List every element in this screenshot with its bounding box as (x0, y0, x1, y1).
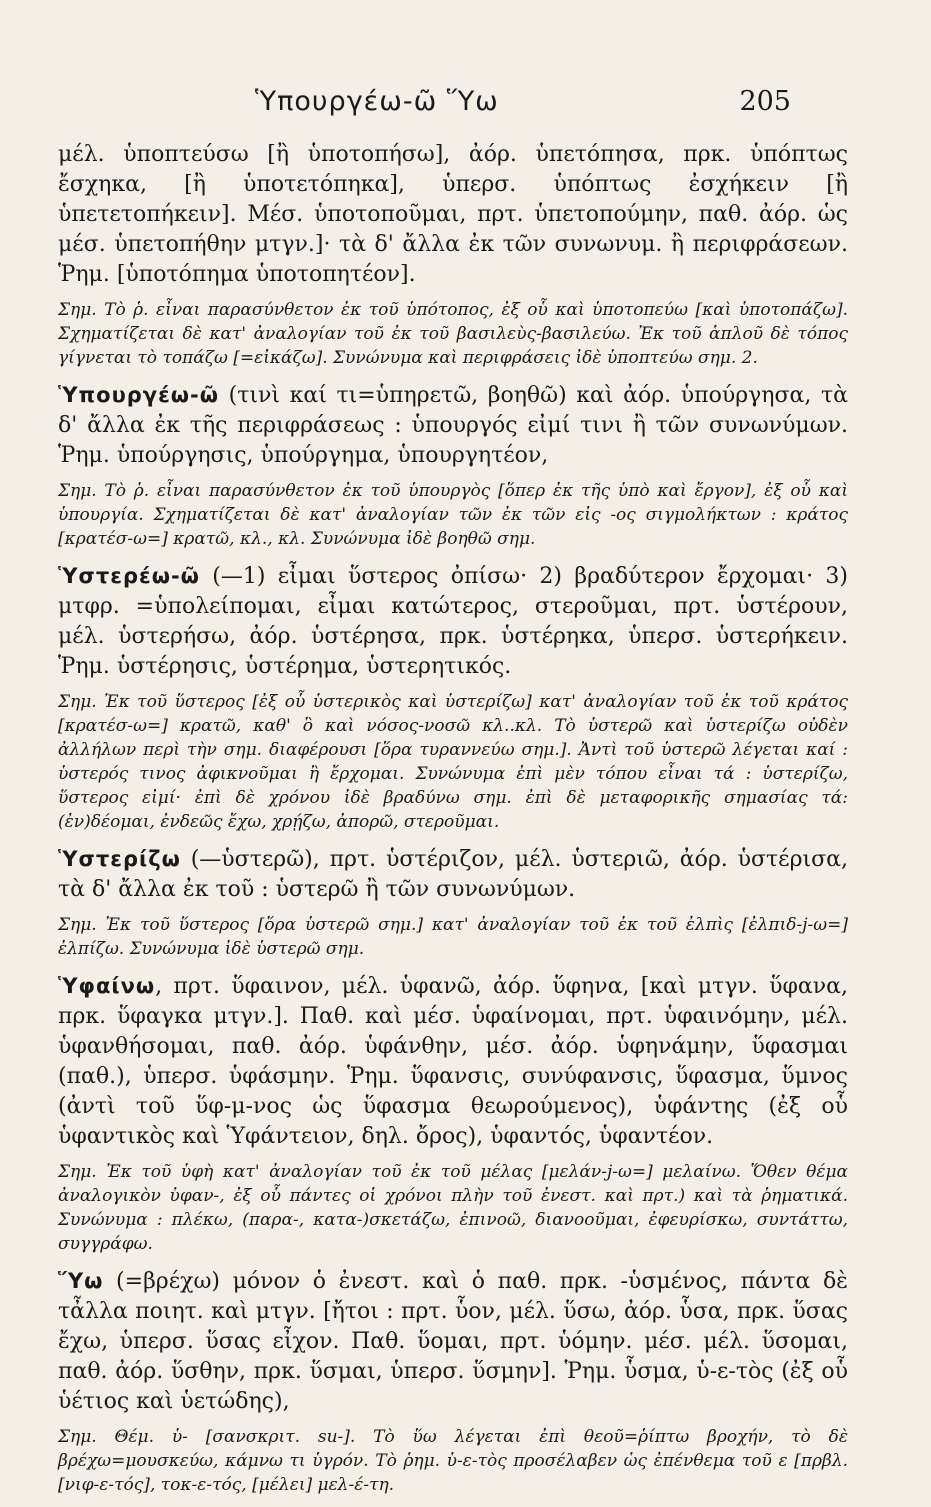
entry-note: Σημ. Θέμ. ὑ- [σανσκριτ. su-]. Τὸ ὕω λέγεται ἐπὶ θεοῦ=ῥίπτω βροχήν, τὸ δὲ βρέχω=μουσκεύω, κάμνω τι ὑγρόν. Τὸ ῥημ. ὑ-ε-τὸς προσέλαβεν ὡς ἐπένθεμα τοῦ ε [πρβλ. [νιφ-ε-τός], τοκ-ε-τός, [μέλει] μελ-έ-τη. (58, 1427, 848, 1495)
entry-text: , πρτ. ὕφαινον, μέλ. ὑφανῶ, ἀόρ. ὕφηνα, [καὶ μτγν. ὕφανα, πρκ. ὕφαγκα μτγν.]. Παθ. καὶ μέσ. ὑφαίνομαι, πρτ. ὑφαινόμην, μέλ. ὑφανθήσομαι, παθ. ἀόρ. ὑφάνθην, μέσ. ἀόρ. ὑφηνάμην, ὕφασμαι (παθ.), ὑπερσ. ὑφάσμην. Ῥημ. ὕφανσις, συνύφανσις, ὕφασμα, ὕμνος (ἀντὶ τοῦ ὕφ-μ-νος ὡς ὕφασμα θεωρούμενος), ὑφάντης (ἐξ οὗ ὑφαντικὸς καὶ Ὑφάντειον, δηλ. ὄρος), ὑφαντός, ὑφαντέον. (58, 974, 848, 1149)
dictionary-entry (58, 971, 848, 1152)
entry-headword: Ὑφαίνω (58, 974, 156, 998)
entry-note: Σημ. Τὸ ῥ. εἶναι παρασύνθετον ἐκ τοῦ ὑπότοπος, ἐξ οὗ καὶ ὑποτοπεύω [καὶ ὑποτοπάζω]. Σχηματίζεται δὲ κατ' ἀναλογίαν τοῦ ἐκ τοῦ βασιλεὺς-βασιλεύω. Ἐκ τοῦ ἁπλοῦ δὲ τόπος γίγνεται τὸ τοπάζω [=εἰκάζω]. Συνώνυμα καὶ περιφράσεις ἰδὲ ὑποπτεύω σημ. 2. (58, 300, 848, 368)
dictionary-entry (58, 561, 848, 682)
entry-headword: Ὕω (58, 1269, 104, 1293)
entry-text: (—1) εἶμαι ὕστερος ὀπίσω· 2) βραδύτερον ἔρχομαι· 3) μτφρ. =ὑπολείπομαι, εἶμαι κατώτερος, στεροῦμαι, πρτ. ὑστέρουν, μέλ. ὑστερήσω, ἀόρ. ὑστέρησα, πρκ. ὑστέρηκα, ὑπερσ. ὑστερήκειν. Ῥημ. ὑστέρησις, ὑστέρημα, ὑστερητικός. (58, 564, 848, 679)
dictionary-entry (58, 380, 848, 471)
entry-text: (τινὶ καί τι=ὑπηρετῶ, βοηθῶ) καὶ ἀόρ. ὑπούργησα, τὰ δ' ἄλλα ἐκ τῆς περιφράσεως : ὑπουργός εἰμί τινι ἢ τῶν συνωνύμων. Ῥημ. ὑπούργησις, ὑπούργημα, ὑπουργητέον, (58, 383, 848, 468)
entry-note: Σημ. Τὸ ῥ. εἶναι παρασύνθετον ἐκ τοῦ ὑπουργὸς [ὅπερ ἐκ τῆς ὑπὸ καὶ ἔργον], ἐξ οὗ καὶ ὑπουργία. Σχηματίζεται δὲ κατ' ἀναλογίαν τῶν ἐκ τῶν εἰς -ος σιγμολήκτων : κράτος [κρατέσ-ω=] κρατῶ, κλ., κλ. Συνώνυμα ἰδὲ βοηθῶ σημ. (58, 481, 848, 549)
entry-text: (—ὑστερῶ), πρτ. ὑστέριζον, μέλ. ὑστεριῶ, ἀόρ. ὑστέρισα, τὰ δ' ἄλλα ἐκ τοῦ : ὑστερῶ ἢ τῶν συνωνύμων. (58, 847, 848, 902)
entry-headword: Ὑστερέω-ῶ (58, 564, 200, 588)
entry-text: (=βρέχω) μόνον ὁ ἐνεστ. καὶ ὁ παθ. πρκ. -ὑσμένος, πάντα δὲ τἆλλα ποιητ. καὶ μτγν. [ἤτοι : πρτ. ὗον, μέλ. ὕσω, ἀόρ. ὗσα, πρκ. ὕσας ἔχω, ὑπερσ. ὕσας εἶχον. Παθ. ὕομαι, πρτ. ὑόμην. μέσ. μέλ. ὕσομαι, παθ. ἀόρ. ὕσθην, πρκ. ὕσμαι, ὑπερσ. ὕσμην]. Ῥημ. ὗσμα, ὑ-ε-τὸς (ἐξ οὗ ὑέτιος καὶ ὑετώδης), (58, 1269, 848, 1414)
dictionary-entry (58, 844, 848, 905)
page-header (0, 86, 931, 126)
running-head: Ὑπουργέω-ῶ Ὕω (255, 86, 499, 117)
entry-note: Σημ. Ἐκ τοῦ ὑφὴ κατ' ἀναλογίαν τοῦ ἐκ τοῦ μέλας [μελάν-j-ω=] μελαίνω. Ὅθεν θέμα ἀναλογικὸν ὑφαν-, ἐξ οὗ πάντες οἱ χρόνοι πλὴν τοῦ ἐνεστ. καὶ πρτ.) καὶ τὰ ῥηματικά. Συνώνυμα : πλέκω, (παρα-, κατα-)σκετάζω, ἐπινοῶ, διανοοῦμαι, ἐφευρίσκω, συντάττω, συγγράφω. (58, 1162, 848, 1254)
entry-text: μέλ. ὑποπτεύσω [ἢ ὑποτοπήσω], ἀόρ. ὑπετόπησα, πρκ. ὑπόπτως ἔσχηκα, [ἢ ὑποτετόπηκα], ὑπερσ. ὑπόπτως ἐσχήκειν [ἢ ὑπετετοπήκειν]. Μέσ. ὑποτοποῦμαι, πρτ. ὑπετοπούμην, παθ. ἀόρ. ὡς μέσ. ὑπετοπήθην μτγν.]· τὰ δ' ἄλλα ἐκ τῶν συνωνυμ. ἢ περιφράσεων. Ῥημ. [ὑποτόπημα ὑποτοπητέον]. (58, 142, 848, 287)
entry-headword: Ὑστερίζω (58, 847, 181, 871)
page-body (58, 140, 848, 1507)
dictionary-entry (58, 140, 848, 290)
entry-note: Σημ. Ἐκ τοῦ ὕστερος [ὅρα ὑστερῶ σημ.] κατ' ἀναλογίαν τοῦ ἐκ τοῦ ἐλπὶς [ἐλπιδ-j-ω=] ἐλπίζω. Συνώνυμα ἰδὲ ὑστερῶ σημ. (58, 915, 848, 959)
dictionary-entry (58, 1266, 848, 1417)
entry-headword: Ὑπουργέω-ῶ (58, 383, 219, 407)
entry-note: Σημ. Ἐκ τοῦ ὕστερος [ἐξ οὗ ὑστερικὸς καὶ ὑστερίζω] κατ' ἀναλογίαν τοῦ ἐκ τοῦ κράτος [κρατέσ-ω=] κρατῶ, καθ' ὃ καὶ νόσος-νοσῶ κλ..κλ. Τὸ ὑστερῶ καὶ ὑστερίζω οὐδὲν ἀλλήλων περὶ τὴν σημ. διαφέρουσι [ὅρα τυραννεύω σημ.]. Ἀντὶ τοῦ ὑστερῶ λέγεται καί : ὑστερός τινος ἀφικνοῦμαι ἢ ἔρχομαι. Συνώνυμα ἐπὶ μὲν τόπου εἶναι τά : ὑστερίζω, ὕστερος εἰμί· ἐπὶ δὲ χρόνου ἰδὲ βραδύνω σημ. ἐπὶ δὲ μεταφορικῆς σημασίας τά: (ἐν)δέομαι, ἐνδεῶς ἔχω, χρῄζω, ἀπορῶ, στεροῦμαι. (58, 692, 848, 832)
page-number: 205 (739, 86, 791, 117)
